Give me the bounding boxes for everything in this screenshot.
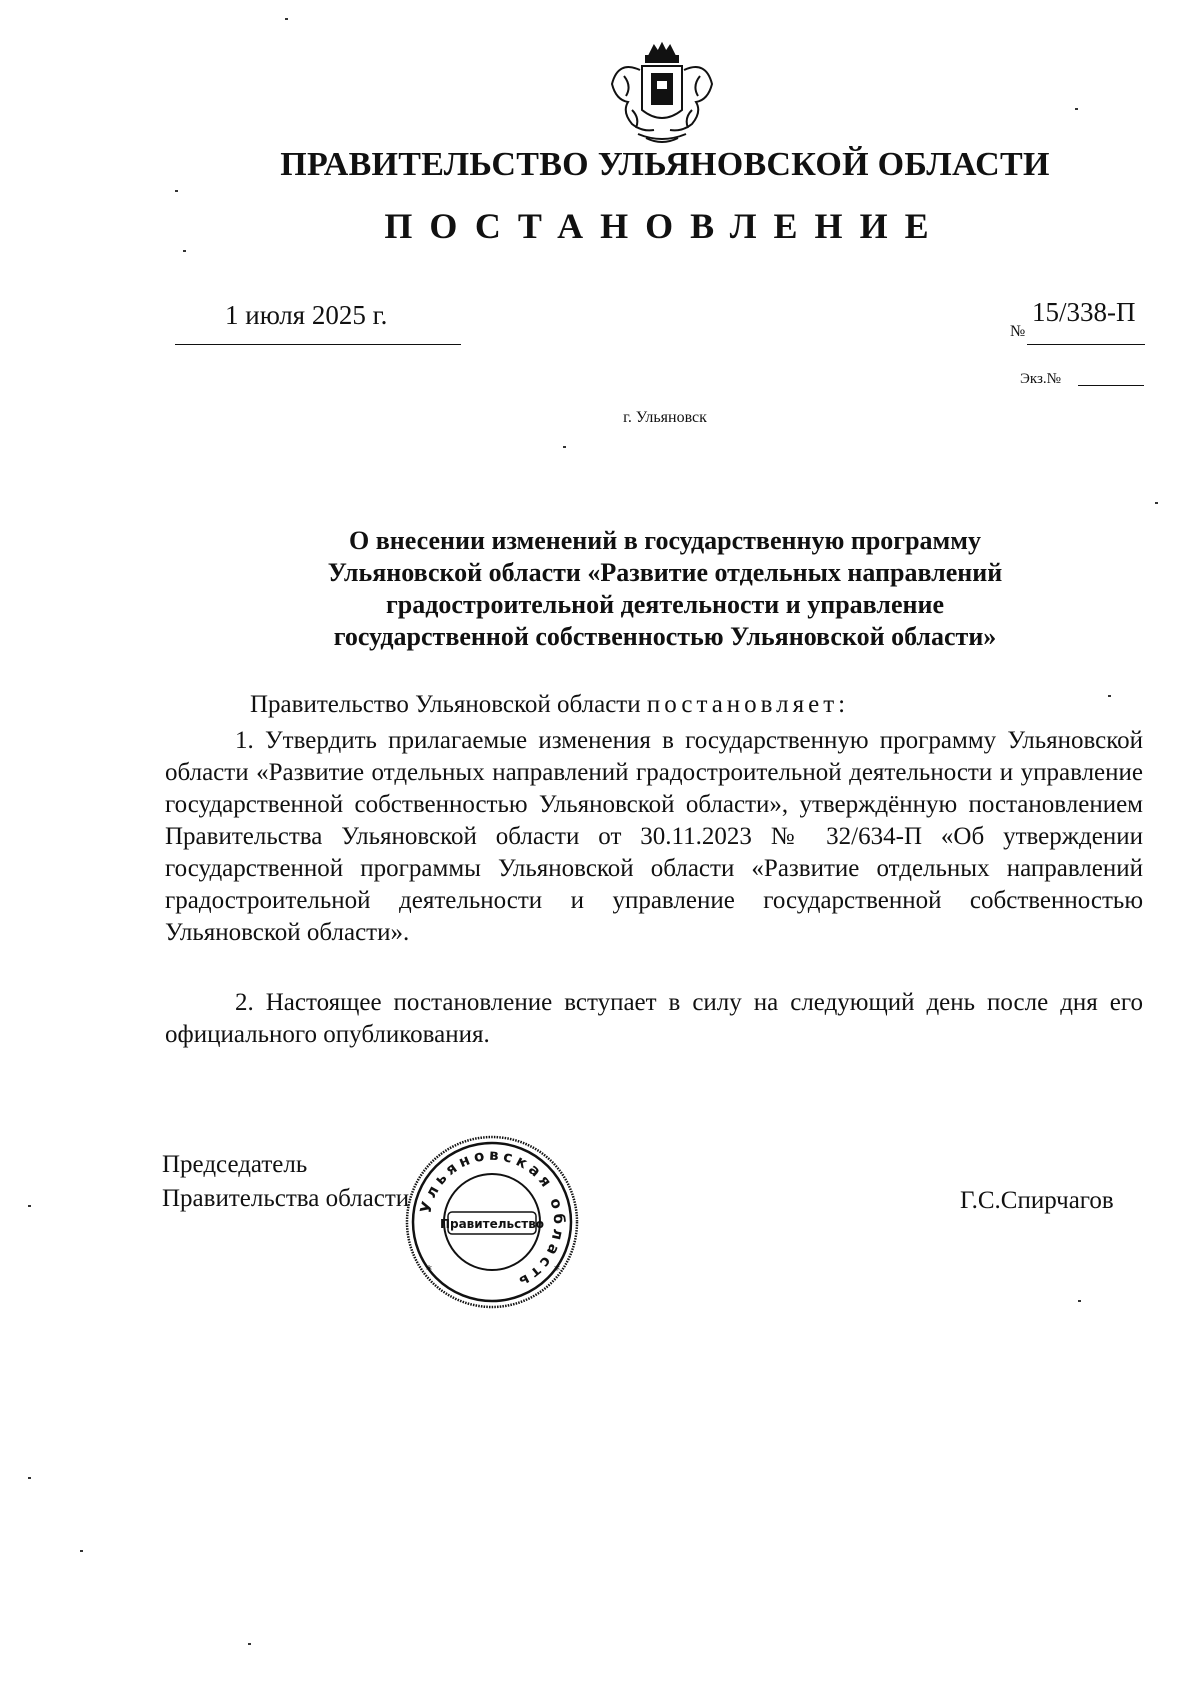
scan-speck	[1155, 502, 1158, 504]
signatory-position	[162, 1148, 409, 1216]
subject-line: О внесении изменений в государственную программу	[349, 526, 981, 555]
scan-speck	[285, 18, 288, 20]
scan-speck	[80, 1550, 83, 1552]
paragraph-2: 2. Настоящее постановление вступает в силу на следующий день после дня его официального опубликования.	[165, 989, 1143, 1048]
svg-text:Правительство: Правительство	[439, 1217, 545, 1231]
scan-speck	[563, 446, 566, 448]
subject-line: градостроительной деятельности и управление	[385, 590, 945, 619]
scan-speck	[183, 250, 186, 252]
preamble-decree-word: постановляет:	[646, 691, 850, 718]
document-type-title: ПОСТАНОВЛЕНИЕ	[384, 206, 946, 246]
preamble-prefix: Правительство Ульяновской области	[250, 691, 647, 718]
scan-speck	[1108, 695, 1111, 697]
organization-title: ПРАВИТЕЛЬСТВО УЛЬЯНОВСКОЙ ОБЛАСТИ	[280, 146, 1050, 183]
scan-speck	[28, 1477, 31, 1479]
document-subject	[265, 525, 1065, 653]
scan-speck	[1078, 1300, 1081, 1302]
copy-number-label: Экз.№	[1020, 371, 1061, 387]
position-line: Председатель	[162, 1151, 308, 1178]
city-line: г. Ульяновск	[623, 409, 707, 426]
paragraph-1: 1. Утвердить прилагаемые изменения в государственную программу Ульяновской области «Развитие отдельных направлений градостроительной деятельности и управление государственной собственностью Ульяновской области», утверждённую постановлением Правительства Ульяновской области от 30.11.2023 № 32/634-П «Об утверждении государственной программы Ульяновской области «Развитие отдельных направлений градостроительной деятельности и управление государственной собственностью Ульяновской области».	[165, 727, 1143, 946]
subject-line: государственной собственностью Ульяновской области»	[333, 622, 997, 651]
document-number: 15/338-П	[1032, 297, 1136, 327]
svg-text:Ульяновская область: Ульяновская область	[416, 1145, 569, 1293]
copy-number-underline	[1078, 385, 1144, 386]
scan-speck	[248, 1643, 251, 1645]
position-line: Правительства области	[162, 1185, 410, 1212]
scan-speck	[175, 190, 178, 192]
svg-text:*: *	[554, 1263, 560, 1277]
preamble	[250, 691, 849, 719]
date-underline	[175, 344, 461, 345]
signer-name: Г.С.Спирчагов	[960, 1187, 1114, 1214]
scan-speck	[28, 1205, 31, 1207]
subject-line: Ульяновской области «Развитие отдельных направлений	[327, 558, 1003, 587]
svg-text:*: *	[426, 1263, 432, 1277]
number-sign: №	[1010, 323, 1026, 340]
document-date: 1 июля 2025 г.	[225, 300, 388, 330]
coat-of-arms-icon	[602, 40, 722, 150]
official-seal-icon	[404, 1134, 580, 1310]
number-underline	[1027, 344, 1145, 345]
scan-speck	[1075, 108, 1078, 110]
